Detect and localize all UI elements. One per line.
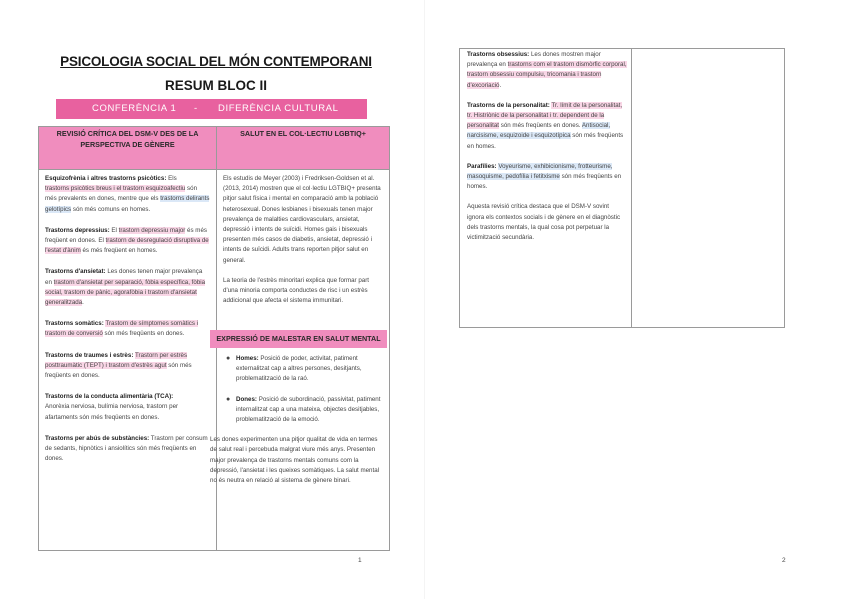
- highlight: trastorns delirants gelotípics: [45, 195, 210, 213]
- highlight: trastorn depressiu major: [118, 226, 186, 234]
- left-column-header: REVISIÓ CRÍTICA DEL DSM-V DES DE LA PERSPECTIVA DE GÈNERE: [39, 127, 217, 170]
- highlight: Trastorn per estrès posttraumàtic (TEPT) i trastorn d'estrès agut: [45, 351, 188, 369]
- lgbtiq-paragraph: Els estudis de Meyer (2003) i Fredriksen-Goldsen et al. (2013, 2014) mostren que el col·lectiu LGTBIQ+ presenta pitjor salut física i mental en comparació amb la població heterosexual. Dones lesbianes i bisexuals tenen major prevalença de malalties cardiovasculars, ansietat, depressió i intents de suïcidi. Homes gais i bisexuals presenten més casos de diabetis, ansietat, depressió i intents de suïcidi. Adults trans reporten pitjor salut en general.: [223, 175, 381, 264]
- women-health-paragraph: Les dones experimenten una pitjor qualitat de vida en termes de salut real i percebuda malgrat viure més anys. Presenten major prevalença de trastorns mentals comuns com la depressió, l'ansietat i les queixes somàtiques. La salut mental no és neutra en relació al sistema de gènere binari.: [210, 436, 380, 485]
- section-personality: Trastorns de la personalitat: Tr. límit de la personalitat, tr. Histriònic de la personalitat i tr. dependent de la personalitat són més freqüents en dones. Antisocial, narcisisme, esquizoide i esquizotípica són més freqüents en homes.: [467, 101, 624, 150]
- highlight: Antisocial, narcisisme, esquizoide i esquizotípica: [467, 122, 611, 140]
- section-anxiety: Trastorns d'ansietat: Les dones tenen major prevalença en trastorn d'ansietat per separació, fòbia específica, fòbia social, trastorn de pànic, agorafòbia i trastorn d'ansietat generalitzada.: [45, 268, 206, 307]
- section-title: Parafílies:: [467, 162, 497, 170]
- section-substances: Trastorns per abús de substàncies: Trastorn per consum de sedants, hipnòtics i ansiolítics són més freqüents en dones.: [45, 434, 208, 463]
- mental-health-section: [210, 354, 382, 486]
- section-obsessive: Trastorns obsessius: Les dones mostren major prevalença en trastorns com el trastorn dismòrfic corporal, trastorn obsessiu compulsiu, tricomania i trastorn d'excoriació.: [467, 51, 627, 89]
- list-item: ● Dones: Posició de subordinació, passivitat, patiment internalitzat cap a una mateixa, objectes desitjables, problematització de la emoció.: [226, 395, 381, 424]
- continuation-table: [459, 48, 785, 328]
- conference-banner: [56, 99, 367, 119]
- section-title: Trastorns de traumes i estrès:: [45, 351, 134, 359]
- section-eating: Trastorns de la conducta alimentària (TCA): Anorèxia nerviosa, bulímia nerviosa, trastorn per afartaments són més freqüents en dones.: [45, 393, 179, 421]
- list-item: ● Homes: Posició de poder, activitat, patiment externalitzat cap a altres persones, desitjants, problematització de la raó.: [226, 355, 362, 383]
- highlight: Trastorn de símptomes somàtics i trastorn de conversió: [45, 320, 199, 338]
- highlight: trastorns com el trastorn dismòrfic corporal, trastorn obsessiu compulsiu, tricomania i trastorn d'excoriació: [467, 61, 627, 89]
- bullet-icon: ●: [226, 355, 231, 362]
- section-depressive: Trastorns depressius: El trastorn depressiu major és més freqüent en dones. El trastorn de desregulació disruptiva de l'estat d'ànim és més freqüent en homes.: [45, 226, 209, 255]
- section-title: Trastorns de la personalitat:: [467, 101, 550, 109]
- highlight: Voyeurisme, exhibicionisme, frotteurisme, masoquisme, pedofília i fetitxisme: [467, 162, 613, 181]
- section-title: Trastorns obsessius:: [467, 51, 530, 58]
- highlight: trastorn d'ansietat per separació, fòbia específica, fòbia social, trastorn de pànic, agorafòbia i trastorn d'ansietat generalitzada: [45, 278, 206, 307]
- section-title: Trastorns depressius:: [45, 226, 110, 234]
- column-divider: [631, 49, 632, 327]
- continuation-left-cell: [467, 50, 627, 243]
- page-number: 2: [782, 557, 786, 564]
- section-trauma: Trastorns de traumes i estrès: Trastorn per estrès posttraumàtic (TEPT) i trastorn d'estrès agut són més freqüents en dones.: [45, 351, 192, 380]
- document-subtitle: RESUM BLOC II: [164, 78, 267, 93]
- banner-dash: -: [194, 103, 198, 114]
- right-column-header: SALUT EN EL COL·LECTIU LGBTIQ+: [217, 127, 390, 170]
- banner-conference-label: CONFERÈNCIA 1: [92, 103, 177, 114]
- section-title: Trastorns d'ansietat:: [45, 268, 106, 276]
- section-psychotic: Esquizofrènia i altres trastorns psicòtics: Els trastorns psicòtics breus i el trastorn esquizoafectiu són més prevalents en dones, mentre que els trastorns delirants gelotípics són més comuns en homes.: [45, 175, 210, 213]
- summary-paragraph: Aquesta revisió crítica destaca que el DSM-V sovint ignora els contextos socials i de gènere en el diagnòstic dels trastorns mentals, la qual cosa pot perpetuar la victimització secundària.: [467, 203, 621, 242]
- page-separator: [424, 0, 425, 599]
- highlight: Tr. límit de la personalitat, tr. Histriònic de la personalitat i tr. dependent de la personalitat: [467, 101, 623, 130]
- section-title: Trastorns de la conducta alimentària (TCA):: [45, 393, 174, 401]
- bullet-icon: ●: [226, 395, 231, 403]
- section-title: Esquizofrènia i altres trastorns psicòtics:: [45, 175, 167, 182]
- mental-health-subheader: EXPRESSIÓ DE MALESTAR EN SALUT MENTAL: [210, 330, 387, 348]
- section-title: Trastorns per abús de substàncies:: [45, 434, 150, 442]
- page-number: 1: [358, 557, 362, 564]
- gender-bullet-list: [210, 354, 382, 425]
- section-somatic: Trastorns somàtics: Trastorn de símptomes somàtics i trastorn de conversió són més freqüents en dones.: [45, 320, 199, 338]
- section-paraphilias: Parafílies: Voyeurisme, exhibicionisme, frotteurisme, masoquisme, pedofília i fetitxisme són més freqüents en homes.: [467, 162, 622, 191]
- section-title: Trastorns somàtics:: [45, 320, 104, 328]
- left-column-body: [39, 170, 217, 551]
- minority-stress-paragraph: La teoria de l'estrès minoritari explica que formar part d'una minoria comporta conductes de risc i un estrès addicional que afecta el sistema immunitari.: [223, 276, 369, 305]
- document-title: PSICOLOGIA SOCIAL DEL MÓN CONTEMPORANI: [60, 54, 372, 69]
- banner-topic-label: DIFERÈNCIA CULTURAL: [218, 103, 339, 114]
- highlight: trastorn de desregulació disruptiva de l'estat d'ànim: [45, 237, 209, 255]
- highlight: trastorns psicòtics breus i el trastorn esquizoafectiu: [45, 185, 186, 193]
